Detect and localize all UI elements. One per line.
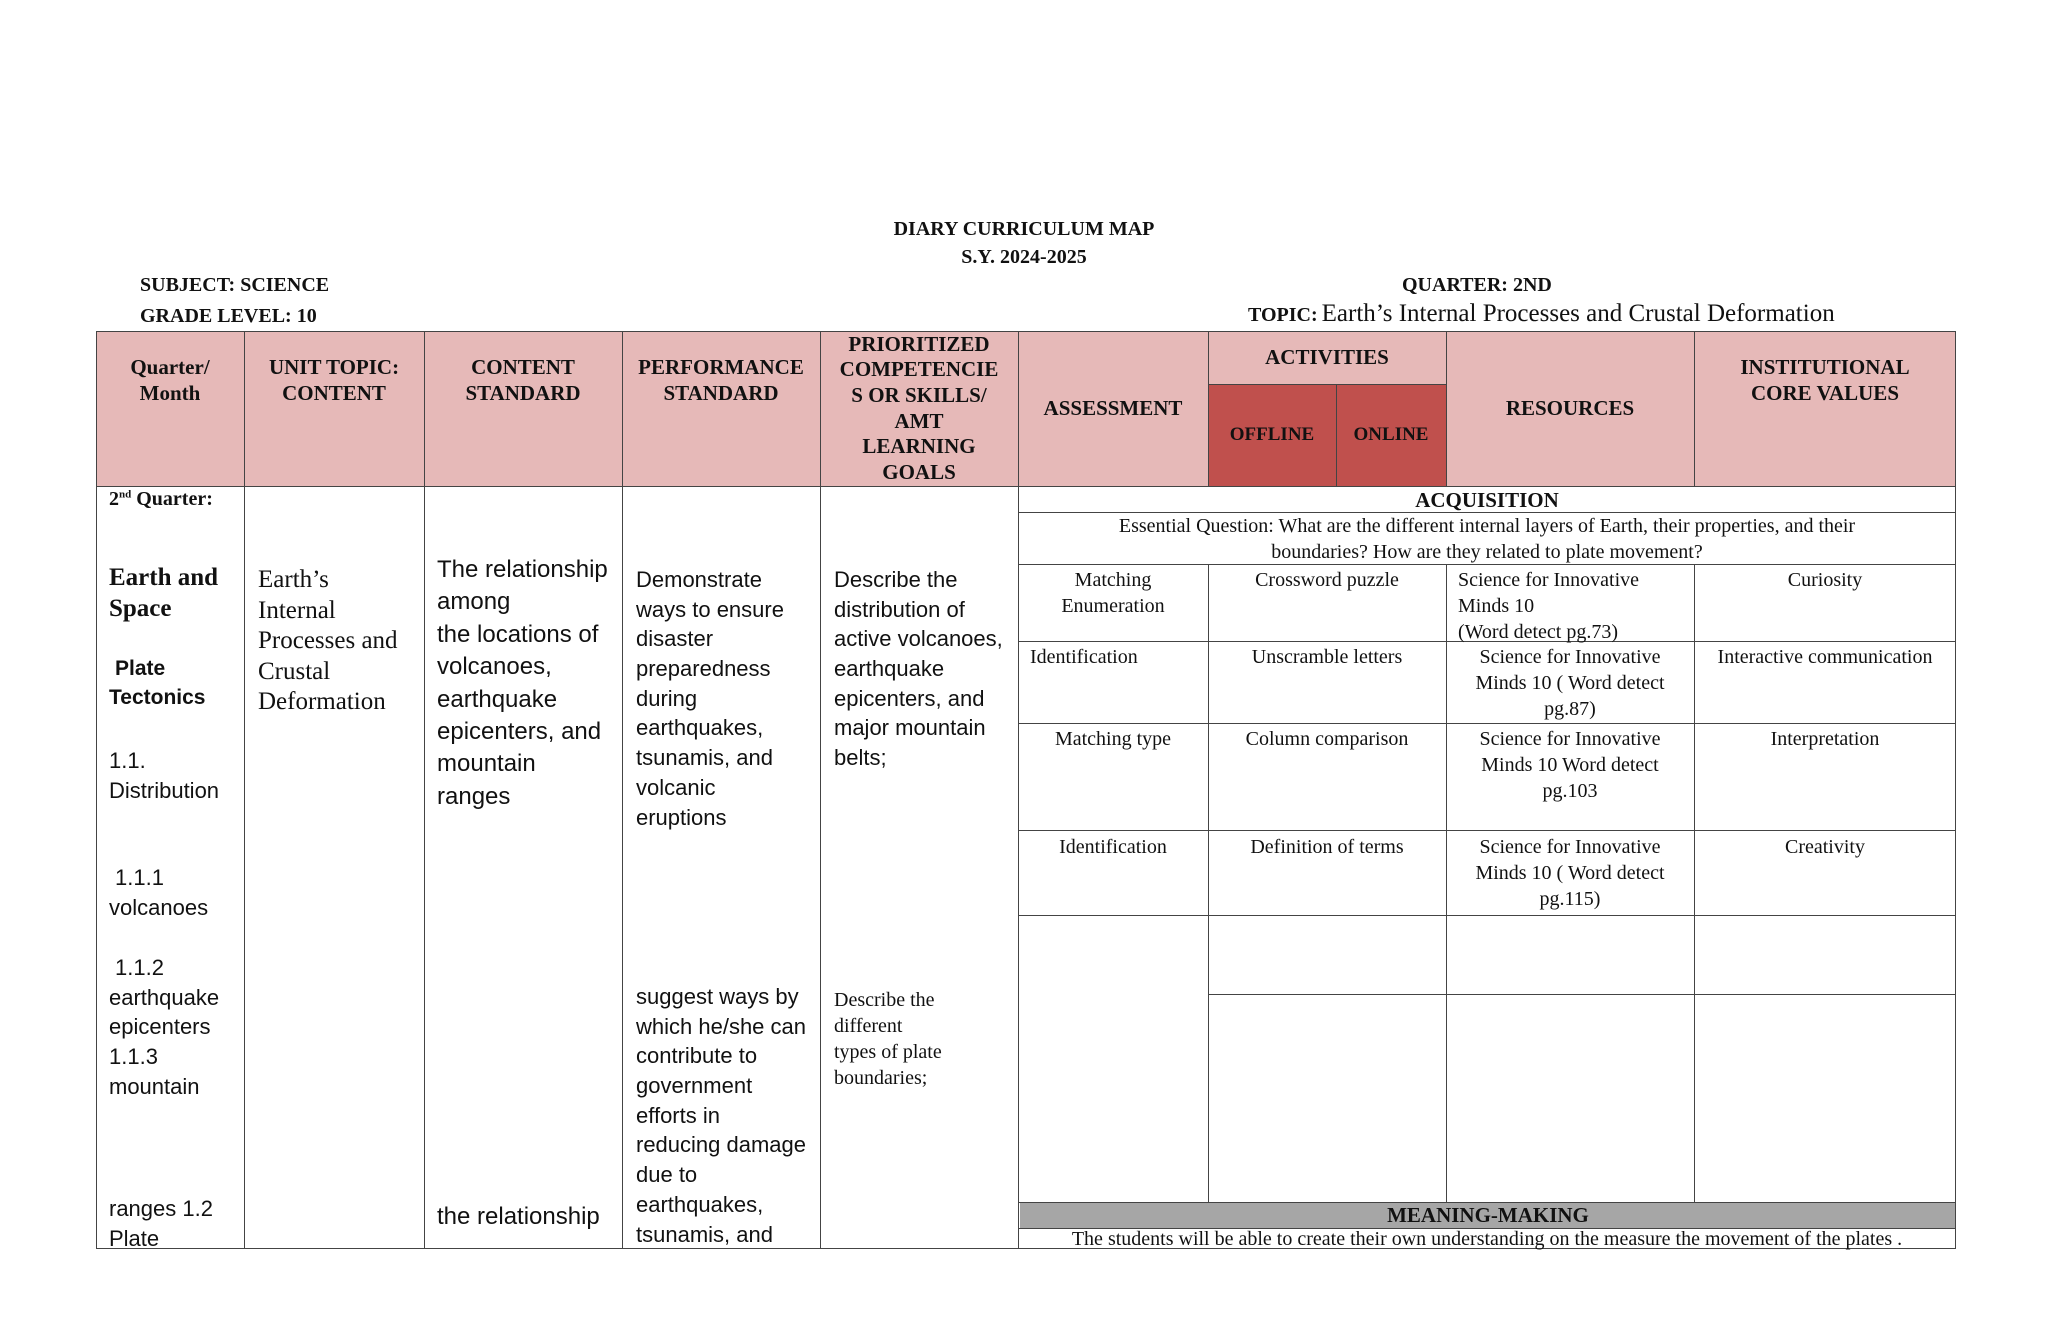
assessment-row-3: Matching type [1054,728,1172,750]
grade-level-label: GRADE LEVEL: 10 [140,305,317,327]
item-1-1-2-earthquake-epicenters: 1.1.2 earthquake epicenters 1.1.3 mountain [109,955,220,1099]
activity-row-2: Unscramble letters [1251,646,1403,668]
item-1-1-distribution: 1.1. Distribution [109,748,220,803]
subject-label: SUBJECT: SCIENCE [140,274,330,296]
header-activities: ACTIVITIES [1208,331,1446,384]
assessment-row-2: Identification [1030,646,1138,668]
header-core-values: INSTITUTIONAL CORE VALUES [1694,331,1956,486]
assessment-row-1: Matching Enumeration [1061,569,1165,617]
header-unit-topic: UNIT TOPIC: CONTENT [244,331,424,486]
header-performance-standard: PERFORMANCE STANDARD [622,331,820,486]
header-online: ONLINE [1336,384,1446,486]
competency-plate-boundaries: Describe the different types of plate boundaries; [834,989,942,1089]
header-prioritized-competencies: PRIORITIZED COMPETENCIE S OR SKILLS/ AMT LEARNING GOALS [820,331,1018,486]
activity-row-1: Crossword puzzle [1255,569,1399,591]
competency-distribution: Describe the distribution of active volcanoes, earthquake epicenters, and major mountain belts; [834,567,1003,771]
essential-question: Essential Question: What are the different internal layers of Earth, their properties, and their boundaries? How are they related to plate movement? [1118,515,1856,563]
core-value-row-1: Curiosity [1787,569,1863,591]
header-offline: OFFLINE [1208,384,1336,486]
curriculum-table [96,331,1956,1249]
content-standard-text: The relationship among the locations of volcanoes, earthquake epicenters, and mountain ranges [437,556,608,810]
document-title: DIARY CURRICULUM MAP [893,218,1155,240]
header-resources: RESOURCES [1446,331,1694,486]
performance-standard-text-2: suggest ways by which he/she can contribute to government efforts in reducing damage due to earthquakes, tsunamis, and [636,984,807,1247]
core-value-row-4: Creativity [1785,836,1865,858]
meaning-making-label: MEANING-MAKING [1020,1203,1956,1228]
topic-line [1248,300,1835,328]
quarter-label: QUARTER: 2ND [1402,274,1552,296]
strand-earth-and-space: Earth and Space [109,564,219,623]
topic-value: Earth’s Internal Processes and Crustal Deformation [1321,300,1835,327]
content-standard-text-2: the relationship [437,1203,600,1230]
core-value-row-2: Interactive communication [1717,646,1933,668]
resource-row-3: Science for Innovative Minds 10 Word detect pg.103 [1479,728,1661,802]
header-assessment: ASSESSMENT [1018,331,1208,486]
item-ranges-plate: ranges 1.2 Plate [109,1196,213,1251]
core-value-row-3: Interpretation [1770,728,1880,750]
header-content-standard: CONTENT STANDARD [424,331,622,486]
activity-row-3: Column comparison [1245,728,1409,750]
meaning-making-text: The students will be able to create their own understanding on the measure the movement of the plates . [1071,1228,1903,1250]
resource-row-2: Science for Innovative Minds 10 ( Word detect pg.87) [1475,646,1665,720]
acquisition-label: ACQUISITION [1415,488,1559,512]
quarter-heading: 2nd Quarter: [109,488,213,510]
activity-row-4: Definition of terms [1250,836,1404,858]
resource-row-1: Science for Innovative Minds 10 (Word detect pg.73) [1458,569,1640,643]
topic-plate-tectonics: Plate Tectonics [109,657,206,710]
assessment-row-4: Identification [1059,836,1167,858]
item-1-1-1-volcanoes: 1.1.1 volcanoes [109,865,209,920]
header-quarter-month: Quarter/ Month [96,331,244,486]
school-year: S.Y. 2024-2025 [961,246,1087,268]
resource-row-4: Science for Innovative Minds 10 ( Word detect pg.115) [1475,836,1665,910]
unit-topic-content: Earth’s Internal Processes and Crustal Deformation [258,566,398,715]
topic-prefix: TOPIC: [1248,304,1318,326]
performance-standard-text: Demonstrate ways to ensure disaster preparedness during earthquakes, tsunamis, and volcanic eruptions [636,567,784,830]
